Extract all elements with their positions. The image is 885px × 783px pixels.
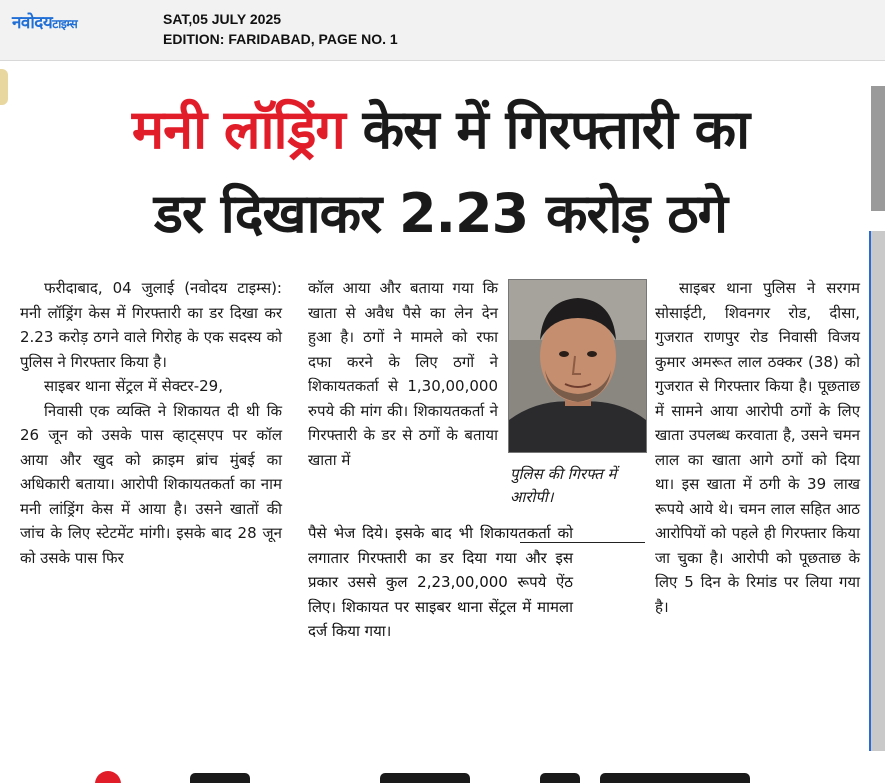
column1-paragraph-2: साइबर थाना सेंट्रल में सेक्टर-29, (44, 377, 223, 395)
accused-photo (508, 279, 647, 453)
next-story-red-mark (95, 771, 121, 783)
column2-top-text: कॉल आया और बताया गया कि खाता से अवैध पैसे का लेन देन हुआ है। ठगों ने मामले को रफा दफा करने के लिए ठगों ने शिकायतकर्ता से 1,30,00,000 रुपये की मांग की। शिकायतकर्ता ने गिरफ्तारी के डर से ठगों के बताया खाता में (308, 279, 498, 469)
next-story-mark (380, 773, 470, 783)
edition-info (163, 9, 398, 49)
article-column-3 (655, 276, 860, 619)
headline-highlight: मनी लॉड्रिंग (131, 98, 345, 161)
column2-bottom-text: पैसे भेज दिये। इसके बाद भी शिकायतकर्ता को लगातार गिरफ्तारी का डर दिया गया और इस प्रकार उससे कुल 2,23,00,000 रूपये ऐंठ लिए। शिकायत पर साइबर थाना सेंट्रल में मामला दर्ज किया गया। (308, 524, 573, 640)
right-page-edge (871, 86, 885, 211)
article-column-2-bottom (308, 521, 573, 644)
column3-text: साइबर थाना पुलिस ने सरगम सोसाईटी, शिवनगर रोड, दीसा, गुजरात राणपुर रोड निवासी विजय कुमार अमरूत लाल ठक्कर (38) को गुजरात से गिरफ्तार किया है। पूछताछ में सामने आया आरोपी ठगों के लिए खाता उपलब्ध करवाता है, उसने चमन लाल का खाता आगे ठगों को दिया था। इस खाता में ठगी के 39 लाख रूपये आये थे। चमन लाल सहित आठ आरोपियों को पहले ही गिरफ्तार किया जा चुका है। आरोपी को पूछताछ के लिए 5 दिन के रिमांड पर लिया गया है। (655, 279, 860, 616)
newspaper-page (0, 61, 885, 780)
logo-main-text: नवोदय (12, 13, 53, 33)
newspaper-logo (12, 10, 77, 33)
headline (18, 88, 863, 256)
column1-paragraph-3: निवासी एक व्यक्ति ने शिकायत दी थी कि 26 जून को उसके पास व्हाट्सएप पर कॉल आया और खुद को क्राइम ब्रांच मुंबई का अधिकारी बताया। आरोपी शिकायतकर्ता का नाम मनी लांड्रिंग केस में आया है। उसने खातों की जांच के लिए स्टेटमेंट मांगी। इसके बाद 28 जून को उसके पास फिर (20, 401, 282, 567)
headline-line1-rest: केस में गिरफ्तारी का (344, 98, 750, 161)
next-story-mark (540, 773, 580, 783)
next-story-mark (190, 773, 250, 783)
accused-portrait-image (509, 280, 646, 452)
next-story-cut-off (0, 769, 885, 783)
column1-paragraph-1: फरीदाबाद, 04 जुलाई (नवोदय टाइम्स): मनी लॉड्रिंग केस में गिरफ्तारी का डर दिखा कर 2.23 करोड़ ठगने वाले गिरोह के एक सदस्य को पुलिस ने गिरफ्तार किया है। (20, 279, 282, 371)
left-page-edge (0, 69, 8, 105)
headline-line2: डर दिखाकर 2.23 करोड़ ठगे (154, 182, 727, 245)
photo-caption: पुलिस की गिरफ्त में आरोपी। (510, 465, 617, 506)
top-bar (0, 0, 885, 61)
next-story-mark (600, 773, 750, 783)
issue-date: SAT,05 JULY 2025 (163, 11, 282, 27)
article-column-2 (308, 276, 498, 472)
edition-page: EDITION: FARIDABAD, PAGE NO. 1 (163, 31, 398, 47)
right-page-edge-lower (869, 231, 885, 751)
article-column-1 (20, 276, 282, 570)
logo-sub-text: टाइम्स (52, 17, 78, 31)
